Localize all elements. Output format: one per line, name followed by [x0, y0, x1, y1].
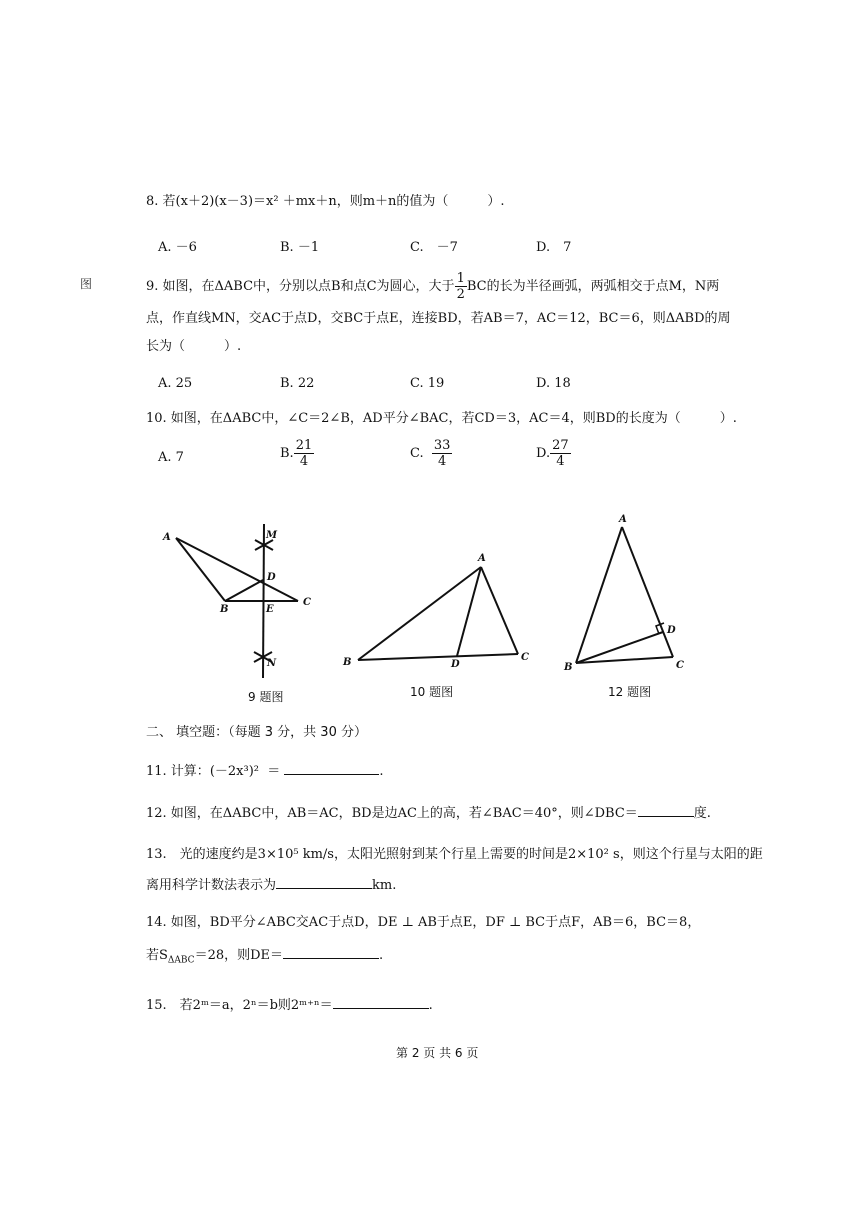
fig9-label-b: B	[220, 604, 229, 615]
question-12	[146, 804, 711, 823]
fig12-label-c: C	[676, 660, 684, 671]
fig9-label-n: N	[267, 658, 277, 669]
question-14-line1: 14. 如图，BD平分∠ABC交AC于点D，DE ⊥ AB于点E，DF ⊥ BC于点F，AB＝6，BC＝8，	[146, 915, 701, 930]
fig12-label-d: D	[667, 625, 676, 636]
q15-answer-blank[interactable]	[333, 996, 429, 1009]
q10-b-num: 21	[295, 438, 313, 453]
q9-option-d: D. 18	[536, 376, 571, 391]
q12-answer-blank[interactable]	[638, 804, 694, 817]
section-2-heading: 二、 填空题：（每题 3 分，共 30 分）	[146, 725, 367, 740]
q8-option-b: B. －1	[280, 240, 320, 255]
fig9-line-mn	[263, 524, 264, 678]
question-10: 10. 如图，在ΔABC中，∠C＝2∠B，AD平分∠BAC，若CD＝3，AC＝4，则BD的长度为（ ）.	[146, 411, 737, 426]
figure-10	[340, 550, 540, 675]
q14-end: .	[379, 948, 384, 963]
question-9-line3: 长为（ ）.	[146, 339, 242, 354]
q13-text: 离用科学计数法表示为	[146, 878, 277, 893]
figure-12	[560, 510, 690, 675]
q10-b-den: 4	[299, 454, 309, 469]
q13-answer-blank[interactable]	[276, 876, 372, 889]
fig10-segment-bc	[358, 654, 518, 660]
fig12-label-b: B	[564, 662, 573, 673]
page-footer: 第 2 页 共 6 页	[396, 1046, 479, 1060]
q13-end: km.	[372, 878, 397, 893]
q10-option-d	[536, 438, 571, 469]
q12-text: 12. 如图，在ΔABC中，AB＝AC，BD是边AC上的高，若∠BAC＝40°，则∠DBC＝	[146, 806, 638, 821]
q10-b-fraction	[294, 438, 315, 469]
fig9-segment-ab	[176, 538, 225, 601]
q10-c-fraction	[432, 438, 453, 469]
q14-answer-blank[interactable]	[283, 946, 379, 959]
fig10-label-d: D	[451, 659, 460, 670]
q12-end: 度.	[693, 806, 711, 821]
fig12-segment-ab	[576, 527, 622, 663]
fig9-segment-ac	[176, 538, 298, 601]
q9-frac-num: 1	[456, 271, 465, 286]
fig9-label-d: D	[267, 572, 276, 583]
q10-d-fraction	[550, 438, 571, 469]
q8-option-d: D. 7	[536, 240, 572, 255]
q10-d-num: 27	[552, 438, 569, 453]
q10-d-den: 4	[556, 454, 565, 469]
fig10-label-b: B	[343, 657, 352, 668]
question-13-line2	[146, 876, 396, 895]
fig9-label-m: M	[266, 530, 278, 541]
fig10-segment-ac	[481, 567, 518, 654]
question-13-line1: 13. 光的速度约是3×10⁵ km/s，太阳光照射到某个行星上需要的时间是2×10² s，则这个行星与太阳的距	[146, 847, 763, 862]
question-9-line2: 点，作直线MN，交AC于点D，交BC于点E，连接BD，若AB＝7，AC＝12，BC＝6，则ΔABD的周	[146, 311, 731, 326]
q15-end: .	[428, 998, 433, 1013]
q10-c-den: 4	[438, 454, 447, 469]
q10-c-num: 33	[433, 438, 451, 453]
q10-d-label: D.	[536, 446, 551, 461]
q11-answer-blank[interactable]	[284, 762, 379, 775]
q9-fraction	[455, 271, 467, 302]
fig10-label-a: A	[478, 553, 486, 564]
q9-text-a: 9. 如图，在ΔABC中，分别以点B和点C为圆心，大于	[146, 279, 455, 294]
q14-subscript: ΔABC	[167, 955, 195, 966]
question-8: 8. 若(x＋2)(x－3)＝x² ＋mx＋n，则m＋n的值为（ ）.	[146, 194, 505, 209]
q9-option-a: A. 25	[158, 376, 193, 391]
fig10-segment-ba	[358, 567, 481, 660]
figure-10-caption: 10 题图	[410, 685, 454, 699]
margin-mark: 图	[80, 277, 93, 291]
q11-prefix: 11. 计算：	[146, 764, 210, 779]
fig9-label-e: E	[266, 604, 274, 615]
figure-9-caption: 9 题图	[248, 690, 284, 704]
fig9-segment-bd	[225, 580, 263, 601]
q9-option-b: B. 22	[280, 376, 315, 391]
q11-end: .	[379, 764, 384, 779]
q9-frac-den: 2	[456, 287, 465, 302]
fig9-label-a: A	[163, 532, 171, 543]
q8-option-c: C. －7	[410, 240, 458, 255]
q11-equals: ＝	[267, 764, 281, 779]
question-14-line2	[146, 946, 383, 970]
fig10-label-c: C	[521, 652, 529, 663]
fig10-segment-ad	[457, 567, 481, 656]
q8-option-a: A. －6	[158, 240, 197, 255]
q15-text: 15. 若2ᵐ＝a，2ⁿ＝b则2ᵐ⁺ⁿ＝	[146, 998, 333, 1013]
q11-expression: (－2x³)²	[209, 764, 259, 779]
q9-text-b: BC的长为半径画弧，两弧相交于点M，N两	[466, 279, 720, 294]
q10-option-b	[280, 438, 314, 469]
figure-12-caption: 12 题图	[608, 685, 652, 699]
figure-9	[155, 520, 335, 685]
q14-prefix: 若S	[146, 948, 168, 963]
fig9-label-c: C	[303, 597, 311, 608]
q9-option-c: C. 19	[410, 376, 445, 391]
question-9-line1	[146, 271, 719, 302]
q10-b-label: B.	[280, 446, 294, 461]
q10-option-a: A. 7	[158, 450, 184, 465]
q10-c-label: C.	[410, 446, 424, 461]
fig12-label-a: A	[619, 514, 627, 525]
q14-mid: ＝28，则DE＝	[194, 948, 284, 963]
q10-option-c	[410, 438, 452, 469]
question-15	[146, 996, 433, 1015]
question-11	[146, 762, 384, 781]
